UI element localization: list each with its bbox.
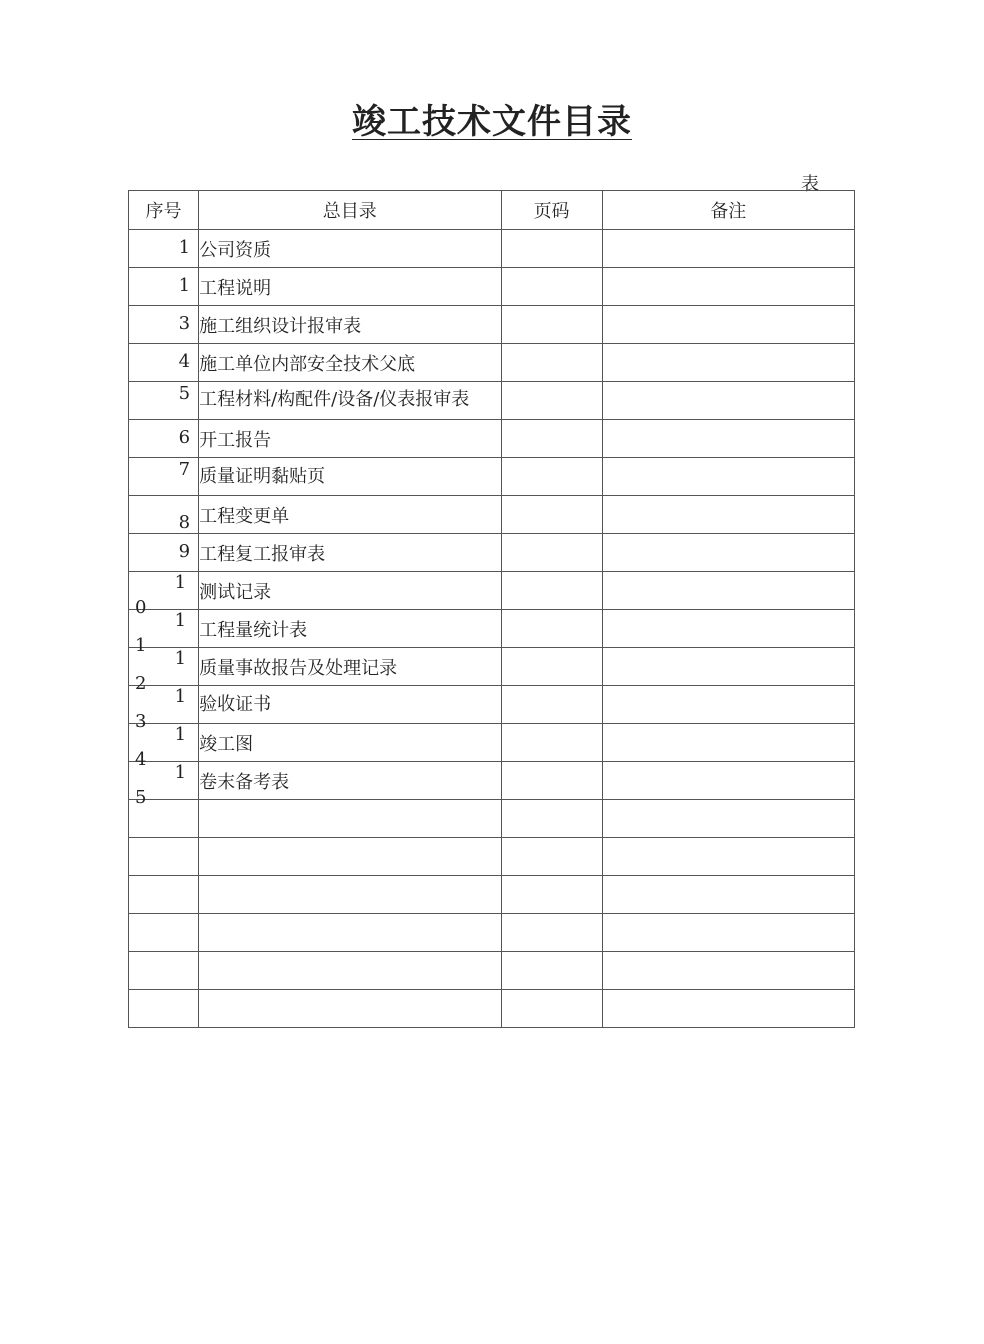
empty-row (129, 800, 855, 838)
row-number: 1 3 (129, 686, 199, 724)
row-remark (602, 382, 854, 420)
empty-cell (602, 914, 854, 952)
row-number: 1 1 (129, 610, 199, 648)
header-title: 总目录 (199, 191, 501, 230)
empty-cell (501, 876, 602, 914)
header-page: 页码 (501, 191, 602, 230)
empty-cell (129, 914, 199, 952)
empty-row (129, 914, 855, 952)
empty-cell (602, 952, 854, 990)
row-number: 1 (129, 230, 199, 268)
table-row (129, 610, 855, 648)
row-page (501, 306, 602, 344)
row-remark (602, 306, 854, 344)
empty-row (129, 876, 855, 914)
row-title: 工程变更单 (199, 496, 501, 534)
row-title: 质量事故报告及处理记录 (199, 648, 501, 686)
row-page (501, 610, 602, 648)
table-row (129, 496, 855, 534)
row-page (501, 534, 602, 572)
row-title: 质量证明黏贴页 (199, 458, 501, 496)
row-title: 工程复工报审表 (199, 534, 501, 572)
row-page (501, 230, 602, 268)
empty-cell (129, 838, 199, 876)
empty-cell (501, 838, 602, 876)
table-header-row (129, 191, 855, 230)
empty-cell (199, 876, 501, 914)
row-remark (602, 268, 854, 306)
header-remark: 备注 (602, 191, 854, 230)
empty-cell (129, 990, 199, 1028)
row-remark (602, 534, 854, 572)
table-row (129, 648, 855, 686)
row-page (501, 268, 602, 306)
empty-cell (199, 952, 501, 990)
empty-cell (602, 800, 854, 838)
row-number: 4 (129, 344, 199, 382)
row-title: 竣工图 (199, 724, 501, 762)
empty-cell (199, 914, 501, 952)
empty-cell (129, 876, 199, 914)
table-row (129, 572, 855, 610)
empty-cell (129, 952, 199, 990)
table-mark: 表 (801, 174, 819, 195)
row-remark (602, 344, 854, 382)
row-number: 1 4 (129, 724, 199, 762)
table-row (129, 268, 855, 306)
empty-cell (501, 800, 602, 838)
row-title: 工程说明 (199, 268, 501, 306)
row-title: 卷末备考表 (199, 762, 501, 800)
catalog-table (128, 190, 855, 1028)
row-number: 1 5 (129, 762, 199, 800)
table-row (129, 306, 855, 344)
row-number: 1 (129, 268, 199, 306)
row-number: 1 2 (129, 648, 199, 686)
empty-row (129, 990, 855, 1028)
row-remark (602, 458, 854, 496)
row-number: 7 (129, 458, 199, 496)
table-row (129, 762, 855, 800)
row-number: 1 0 (129, 572, 199, 610)
table-row (129, 382, 855, 420)
empty-cell (602, 990, 854, 1028)
row-remark (602, 648, 854, 686)
row-remark (602, 686, 854, 724)
empty-cell (199, 800, 501, 838)
row-page (501, 496, 602, 534)
row-number: 5 (129, 382, 199, 420)
empty-cell (501, 914, 602, 952)
row-page (501, 458, 602, 496)
empty-cell (199, 838, 501, 876)
row-page (501, 420, 602, 458)
row-title: 施工组织设计报审表 (199, 306, 501, 344)
row-remark (602, 762, 854, 800)
row-page (501, 648, 602, 686)
row-remark (602, 496, 854, 534)
empty-row (129, 952, 855, 990)
row-number: 9 (129, 534, 199, 572)
row-page (501, 344, 602, 382)
row-title: 施工单位内部安全技术父底 (199, 344, 501, 382)
row-page (501, 382, 602, 420)
document-title: 竣工技术文件目录 (352, 102, 632, 142)
row-title: 验收证书 (199, 686, 501, 724)
row-title: 公司资质 (199, 230, 501, 268)
table-row (129, 230, 855, 268)
empty-cell (602, 876, 854, 914)
table-row (129, 344, 855, 382)
row-number: 6 (129, 420, 199, 458)
table-row (129, 420, 855, 458)
table-row (129, 534, 855, 572)
row-remark (602, 724, 854, 762)
row-number: 8 (129, 496, 199, 534)
row-page (501, 762, 602, 800)
row-page (501, 724, 602, 762)
row-page (501, 572, 602, 610)
row-remark (602, 572, 854, 610)
row-page (501, 686, 602, 724)
row-title: 开工报告 (199, 420, 501, 458)
row-remark (602, 610, 854, 648)
empty-cell (501, 952, 602, 990)
row-title: 工程材料/构配件/设备/仪表报审表 (199, 382, 501, 420)
table-row (129, 724, 855, 762)
empty-cell (501, 990, 602, 1028)
row-number: 3 (129, 306, 199, 344)
row-title: 测试记录 (199, 572, 501, 610)
empty-row (129, 838, 855, 876)
table-row (129, 686, 855, 724)
row-title: 工程量统计表 (199, 610, 501, 648)
table-row (129, 458, 855, 496)
empty-cell (199, 990, 501, 1028)
row-remark (602, 420, 854, 458)
row-remark (602, 230, 854, 268)
header-no: 序号 (129, 191, 199, 230)
empty-cell (602, 838, 854, 876)
